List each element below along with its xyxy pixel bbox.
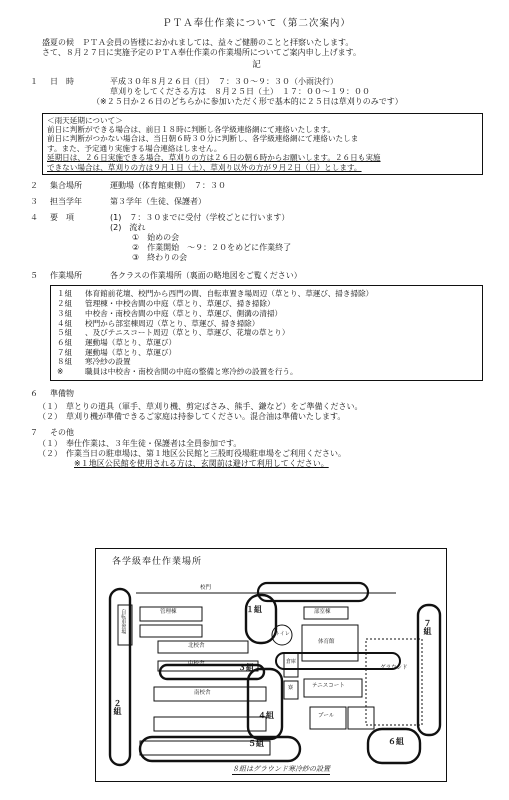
work-area-row <box>57 357 476 367</box>
item-text: 作業当日の駐車場は、第１地区公民館と三股町役場駐車場をご利用ください。 <box>66 448 346 458</box>
list-item <box>38 412 483 422</box>
label-class-1: １組 <box>246 605 262 614</box>
area-text: 運動場（草とり、草運び） <box>85 338 177 347</box>
label-minami: 南校舎 <box>194 690 211 696</box>
label-class-4: ４組 <box>258 711 274 720</box>
class-label: ※ <box>57 367 64 377</box>
work-area-row <box>57 299 476 309</box>
label-store: 倉庫 <box>286 659 297 665</box>
section-heading: 準備物 <box>50 388 74 398</box>
map-title: 各学級奉仕作業場所 <box>112 557 203 567</box>
section-heading: 担当学年 <box>50 197 82 207</box>
datetime-main: 平成３０年８月２６日（日） ７：３０～９：３０（小雨決行） <box>110 76 338 86</box>
section-heading: 要 項 <box>50 213 74 223</box>
label-toilet: トイレ <box>275 631 290 637</box>
section-heading: 日 時 <box>50 76 74 86</box>
label-kanri: 管理棟 <box>160 609 177 615</box>
section-datetime <box>30 77 483 107</box>
class-label: ６組 <box>57 338 73 347</box>
label-gate: 校門 <box>200 585 212 591</box>
rain-postpone-box <box>42 113 483 176</box>
item-number <box>38 459 66 469</box>
label-ground: グラウンド <box>380 665 408 671</box>
area-text: 体育館前花壇、校門から西門の間、自転車置き場周辺（草とり、草運び、掃き掃除） <box>85 289 374 299</box>
label-naka: 中校舎 <box>188 661 205 667</box>
class-label: ４組 <box>57 318 73 328</box>
section-number: １ <box>30 76 38 86</box>
section-heading: その他 <box>50 427 74 437</box>
section-number: ４ <box>30 213 38 223</box>
section-heading: 作業場所 <box>50 271 82 281</box>
section-procedure <box>30 213 483 263</box>
work-area-box <box>50 285 483 380</box>
procedure-item: (1) ７：３０までに受付（学校ごとに行います） <box>110 213 290 223</box>
zone-class-1 <box>246 595 276 643</box>
work-area-row <box>57 289 476 299</box>
item-text: 草とりの道具（軍手、草刈り機、剪定ばさみ、熊手、鎌など）をご準備ください。 <box>66 401 363 411</box>
label-class-5: ５組 <box>248 739 264 748</box>
work-area-row <box>57 338 476 348</box>
rain-line: 延期日は、２６日実施できる場合、草刈りの方は２６日の朝６時からお願いします。２６日も実施 <box>47 153 381 163</box>
area-text: 寒冷紗の設置 <box>85 357 131 367</box>
item-text: 奉仕作業は、３年生徒・保護者は全員参加です。 <box>66 438 242 448</box>
class-label: ７組 <box>57 347 73 357</box>
list-item <box>38 459 483 469</box>
item-number: （２） <box>38 411 62 421</box>
label-tennis: テニスコート <box>312 683 345 689</box>
section-supplies <box>30 389 483 399</box>
item-number: （２） <box>38 448 62 458</box>
section-number: ５ <box>30 271 38 281</box>
area-text: 管理棟・中校舎間の中庭（草とり、草運び、掃き掃除） <box>85 299 275 309</box>
pool-side <box>348 707 374 729</box>
supplies-list <box>30 402 483 422</box>
section-work-area <box>30 271 483 281</box>
page-title: ＰＴＡ奉仕作業について（第二次案内） <box>162 18 351 29</box>
zone-class-1-top <box>258 583 368 601</box>
class-label: ２組 <box>57 299 73 309</box>
item-text: 草刈り機が準備できるご家庭は持参してください。混合油は準備いたします。 <box>66 411 346 421</box>
other-list <box>30 439 483 469</box>
label-class-6: ６組 <box>388 737 404 746</box>
label-north: 北校舎 <box>188 643 205 649</box>
class-label: ５組 <box>57 328 73 338</box>
work-area-row <box>57 348 476 358</box>
procedure-item: ③ 終わりの会 <box>132 253 188 263</box>
greeting-line-1: 盛夏の候 ＰＴＡ会員の皆様におかれましては、益々ご健勝のことと拝察いたします。 <box>42 37 354 47</box>
item-number: （１） <box>38 401 62 411</box>
section-number: ６ <box>30 388 38 398</box>
work-area-row <box>57 309 476 319</box>
handwritten-note: ８組はグラウンド寒冷紗の設置 <box>232 765 330 773</box>
rain-line: す。また、予定通り実施する場合連絡はしません。 <box>47 143 222 153</box>
class-label: ８組 <box>57 357 73 367</box>
area-text: 、及びテニスコート周辺（草とり、草運び、花壇の草とり） <box>85 328 290 338</box>
label-class-3: ３組 <box>238 663 254 672</box>
area-text: 運動場（草とり、草運び） <box>85 347 177 357</box>
label-ryo: 寮 <box>288 685 294 691</box>
label-pool: プール <box>318 713 335 719</box>
list-item <box>38 402 483 412</box>
procedure-item: ① 始めの会 <box>132 233 180 243</box>
section-number: ２ <box>30 181 38 191</box>
section-meeting-place <box>30 181 483 191</box>
section-number: ３ <box>30 197 38 207</box>
label-class-7: ７組 <box>423 619 432 635</box>
section-other <box>30 428 483 438</box>
label-bike: 自転車置場 <box>120 609 127 634</box>
item-text: ※１地区公民館を使用される方は、玄関前は避けて利用してください。 <box>74 458 329 468</box>
work-area-row <box>57 328 476 338</box>
area-text: 中校舎・南校舎間の中庭（草とり、草運び、側溝の清掃） <box>85 308 283 318</box>
label-class-2: ２組 <box>113 699 122 715</box>
class-label: １組 <box>57 289 73 299</box>
datetime-note: （※２５日か２６日のどちらかに参加いただく形で基本的に２５日は草刈りのみです） <box>92 96 403 106</box>
rain-line: 前日に判断がつかない場合は、当日朝６時３０分に判断し、各学級連絡網にて連絡いたしま <box>47 134 359 144</box>
rain-line: 前日に判断ができる場合は、前日１８時に判断し各学級連絡網にて連絡いたします。 <box>47 124 335 134</box>
item-number: （１） <box>38 438 62 448</box>
section-body: 第３学年（生徒、保護者） <box>110 197 206 207</box>
class-label: ３組 <box>57 308 73 318</box>
label-gym: 体育館 <box>318 639 335 645</box>
list-item <box>38 449 483 459</box>
procedure-item: ② 作業開始 ～９：２０をめどに作業終了 <box>132 243 292 253</box>
label-club: 部室棟 <box>314 609 331 615</box>
area-text: 職員は中校舎・南校舎間の中庭の整備と寒冷紗の設置を行う。 <box>85 367 298 377</box>
greeting <box>30 38 483 58</box>
section-grade <box>30 197 483 207</box>
section-body: 運動場（体育館東側） ７：３０ <box>110 181 226 191</box>
area-text: 校門から部室棟周辺（草とり、草運び、掃き掃除） <box>85 318 260 328</box>
campus-map <box>95 548 447 782</box>
ki-heading: 記 <box>252 59 261 70</box>
rain-line: できない場合は、草刈りの方は９月１日（土）、草刈り以外の方が９月２日（日）とします。 <box>47 162 362 172</box>
work-area-row <box>57 319 476 329</box>
list-item <box>38 439 483 449</box>
procedure-item: (2) 流れ <box>110 223 146 233</box>
rain-title: ＜雨天延期について＞ <box>47 115 123 125</box>
datetime-mowing: 草刈りをしてくださる方は ８月２５日（土） １７：００～１９：００ <box>110 86 370 96</box>
section-number: ７ <box>30 427 38 437</box>
greeting-line-2: さて、８月２７日に実施予定のＰＴＡ奉仕作業の作業場所についてご案内申し上げます。 <box>42 47 362 57</box>
kanri-building-2 <box>140 625 202 637</box>
section-heading: 集合場所 <box>50 181 82 191</box>
section-body: 各クラスの作業場所（裏面の略地図をご覧ください） <box>110 271 302 281</box>
work-area-row <box>57 367 476 377</box>
